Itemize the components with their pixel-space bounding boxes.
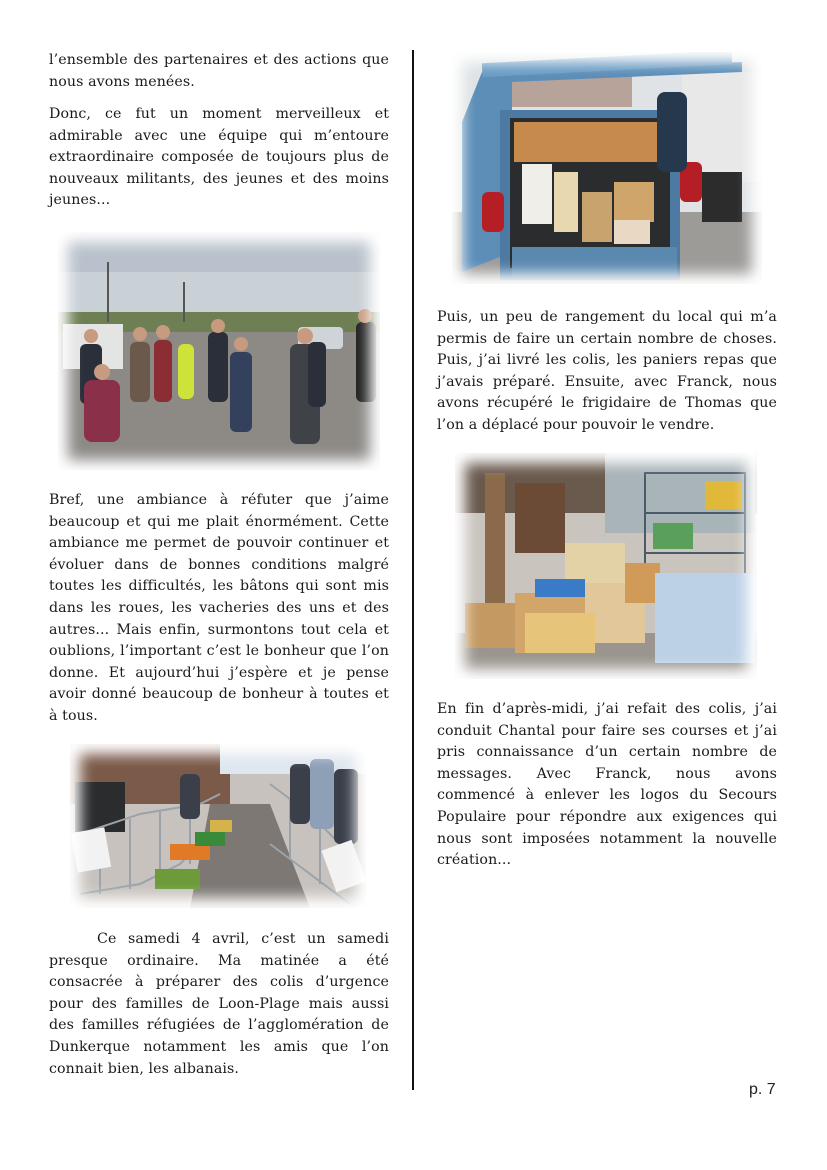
photo-car-trunk-loaded (452, 52, 762, 284)
photo-distribution-street (70, 744, 366, 908)
right-paragraph-2: En fin d’après-midi, j’ai refait des colis, j’ai conduit Chantal pour faire ses courses et j’ai pris connaissance d’un certain nombre de messages. Avec Franck, nous avons commencé à enlever les logos du Secours Populaire pour répondre aux exigences qui nous sont imposées notamment la nouvelle création... (437, 701, 777, 869)
page-number: p. 7 (749, 1081, 776, 1098)
right-paragraph-1: Puis, un peu de rangement du local qui m’a permis de faire un certain nombre de choses. Puis, j’ai livré les colis, les paniers repas que j’avais préparé. Ensuite, avec Franck, nous avons récupéré le frigidaire de Thomas que l’on a déplacé pour pouvoir le vendre. (437, 309, 777, 433)
column-divider (412, 50, 414, 1090)
photo-warehouse-stock (455, 453, 757, 679)
left-paragraph-4: Ce samedi 4 avril, c’est un samedi presque ordinaire. Ma matinée a été consacrée à préparer des colis d’urgence pour des familles de Loon-Plage mais aussi des familles réfugiées de l’agglomération de Dunkerque notamment les amis que l’on connait bien, les albanais. (49, 931, 389, 1077)
left-paragraph-3: Bref, une ambiance à réfuter que j’aime beaucoup et qui me plait énormément. Cette ambiance me permet de pouvoir continuer et évoluer dans de bonnes conditions malgré toutes les difficultés, les bâtons qui sont mis dans les roues, les vacheries des uns et des autres... Mais enfin, surmontons tout cela et oublions, l’important c’est le bonheur que l’on donne. Et aujourd’hui j’espère et je pense avoir donné beaucoup de bonheur à toutes et à tous. (49, 492, 389, 724)
left-paragraph-2: Donc, ce fut un moment merveilleux et admirable avec une équipe qui m’entoure extraordinaire composée de toujours plus de nouveaux militants, des jeunes et des moins jeunes... (49, 106, 389, 209)
left-paragraph-1: l’ensemble des partenaires et des actions que nous avons menées. (49, 52, 389, 90)
photo-group-outdoors (58, 232, 380, 470)
